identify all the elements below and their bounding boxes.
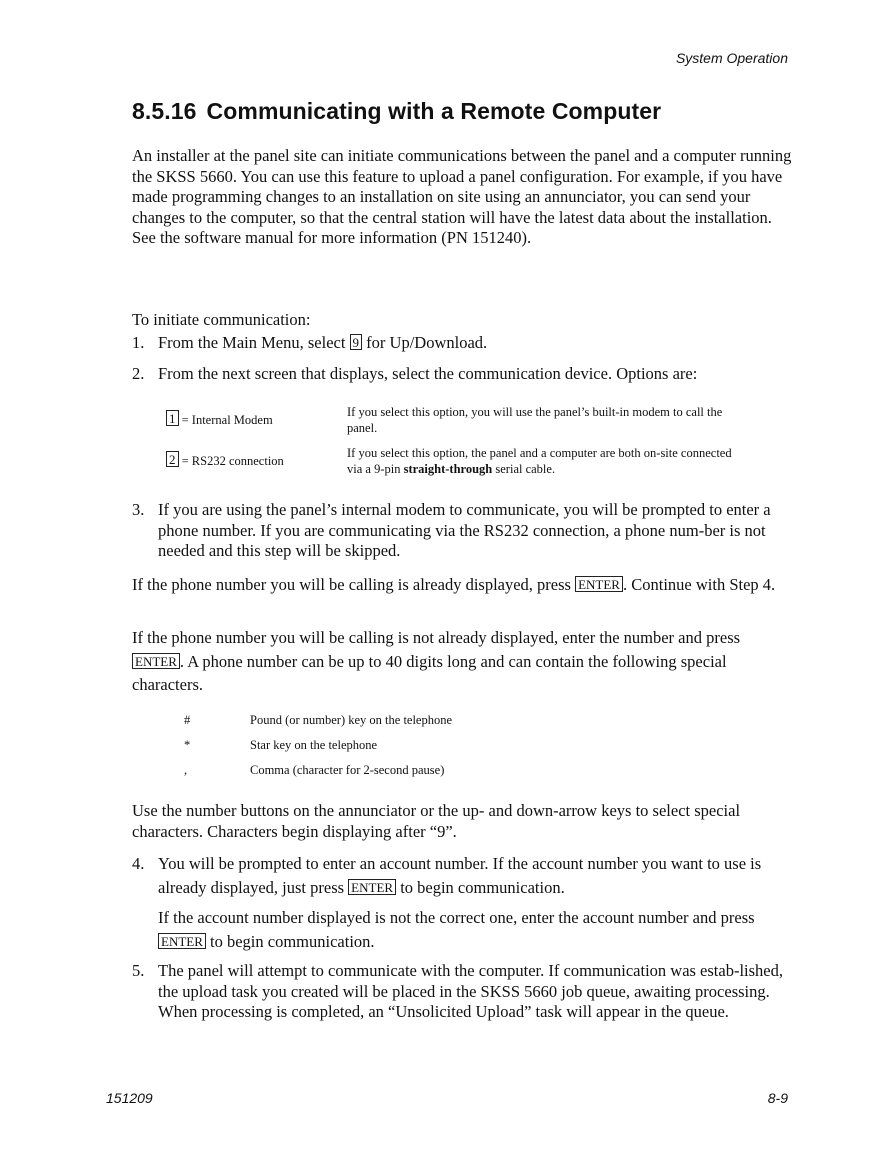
lead-in-text: To initiate communication:: [132, 310, 311, 329]
step-number: 5.: [132, 961, 145, 980]
special-chars-paragraph: Use the number buttons on the annunciator or the up- and down-arrow keys to select special characters. Characters begin displaying after “9”.: [132, 801, 741, 841]
step-text-part: You will be prompted to enter an account number. If the account number you want to use is already displayed, just press: [158, 854, 762, 897]
special-char-symbol: #: [184, 713, 191, 727]
special-char-description: Pound (or number) key on the telephone: [250, 713, 453, 727]
option-label-text: = Internal Modem: [178, 413, 273, 427]
phone-displayed-paragraph: [132, 575, 792, 596]
option-desc-part: If you select this option, the panel and a computer are both on-site connected via a 9-pin: [347, 446, 732, 476]
paragraph-part: If the phone number you will be calling is not already displayed, enter the number and press: [132, 628, 741, 647]
step-text-part: to begin communication.: [396, 878, 565, 897]
step-text-part: for Up/Download.: [362, 333, 488, 352]
step-number: 2.: [132, 364, 145, 383]
section-title: Communicating with a Remote Computer: [206, 98, 662, 124]
special-char-symbol: ,: [184, 763, 188, 777]
section-heading: [132, 98, 661, 125]
step-text-part: If the account number displayed is not the correct one, enter the account number and press: [158, 908, 755, 927]
enter-key-icon: ENTER: [132, 653, 180, 669]
enter-key-icon: ENTER: [575, 576, 623, 592]
step-1: [132, 333, 792, 354]
step-text: The panel will attempt to communicate with the computer. If communication was estab-lished, the upload task you created will be placed in the SKSS 5660 job queue, awaiting processing. When processing is completed, an “Unsolicited Upload” task will appear in the queue.: [158, 961, 783, 1021]
section-number: 8.5.16: [132, 98, 197, 124]
step-text-part: to begin communication.: [205, 932, 375, 951]
enter-key-icon: ENTER: [158, 933, 206, 949]
option-label-text: = RS232 connection: [178, 454, 284, 468]
paragraph-part: . Continue with Step 4.: [622, 575, 776, 594]
option-description: If you select this option, you will use the panel’s built-in modem to call the panel.: [347, 405, 723, 435]
step-number: 4.: [132, 854, 145, 873]
page-number: 8-9: [767, 1090, 788, 1106]
option-desc-part: serial cable.: [492, 462, 556, 476]
special-char-description: Comma (character for 2-second pause): [250, 763, 445, 777]
paragraph-part: . A phone number can be up to 40 digits long and can contain the following special characters.: [132, 651, 727, 694]
option-label: [166, 410, 273, 428]
running-header: System Operation: [675, 50, 788, 66]
step-5: [132, 961, 792, 1023]
step-number: 1.: [132, 333, 145, 352]
special-char-row: [184, 763, 584, 781]
step-text: If you are using the panel’s internal modem to communicate, you will be prompted to enter a phone number. If you are communicating via the RS232 connection, a phone num-ber is not needed and this step will be skipped.: [158, 500, 771, 560]
step-number: 3.: [132, 500, 145, 519]
phone-not-displayed-paragraph: [132, 626, 792, 697]
intro-paragraph: An installer at the panel site can initiate communications between the panel and a computer running the SKSS 5660. You can use this feature to upload a panel configuration. For example, if you have made programming changes to an installation on site using an annunciator, you can send your changes to the computer, so that the central station will have the latest data about the installation. See the software manual for more information (PN 151240).: [132, 146, 792, 247]
step-subparagraph: [158, 906, 792, 954]
special-char-symbol: *: [184, 738, 191, 752]
option-description: [347, 445, 737, 477]
special-char-description: Star key on the telephone: [250, 738, 378, 752]
step-text-part: From the Main Menu, select: [158, 333, 350, 352]
key-9-icon: 9: [350, 334, 363, 350]
key-2-icon: 2: [166, 451, 179, 467]
step-text: [158, 852, 792, 900]
special-char-row: [184, 738, 584, 756]
document-number: 151209: [106, 1090, 153, 1106]
option-label: [166, 451, 284, 469]
step-text: From the next screen that displays, select the communication device. Options are:: [158, 364, 698, 383]
enter-key-icon: ENTER: [348, 879, 396, 895]
key-1-icon: 1: [166, 410, 179, 426]
step-3: [132, 500, 792, 562]
step-2: [132, 364, 792, 385]
option-desc-bold: straight-through: [403, 462, 493, 476]
step-4: [132, 852, 792, 954]
paragraph-part: If the phone number you will be calling is already displayed, press: [132, 575, 576, 594]
step-text: [158, 333, 792, 354]
special-char-row: [184, 713, 584, 731]
